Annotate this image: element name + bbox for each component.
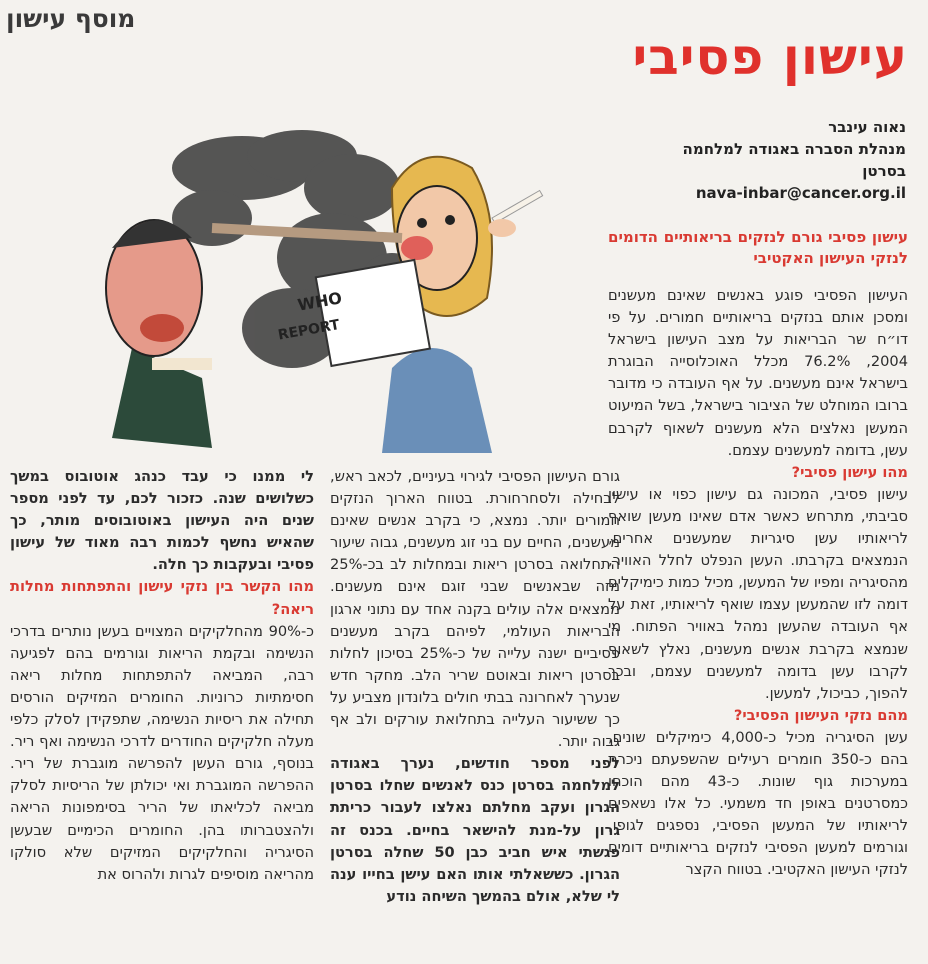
article-title: עישון פסיבי bbox=[632, 28, 908, 86]
paragraph-bold: לי ממנו כי עבד כנהג אוטובוס במשך כשלושים שנה. כזכור לכם, עד לפני מספר שנים היה העישון באוטובוסים מותר, כך שהאיש נחשף לכמות רבה מאוד של עישון פסיבי ובעקבות כך חלה. bbox=[10, 468, 314, 574]
section-header: מוסף עישון bbox=[6, 4, 136, 33]
cartoon-illustration bbox=[92, 128, 596, 453]
paragraph: עשן הסיגריה מכיל כ-4,000 כימיקלים שונים, בהם כ-350 חומרים רעילים שהשפעתם ניכרת במערכות גוף שונות. כ-43 מהם הוכחו כמסרטנים באופן חד משמעי. כל אלו נשאפים לריאותיו של המעשן הפסיבי, נספגים לגופו, וגורמים למעשן הפסיבי לנזקים בריאותיים דומים לנזקי העישון האקטיבי. בטווח הקצר bbox=[608, 728, 909, 879]
paragraph: עישון פסיבי, המכונה גם עישון כפוי או עישון סביבתי, מתרחש כאשר אדם שאינו מעשן שואף לריאותיו עשן סיגריות שמעשנים אחרים, הנמצאים בקרבתו. העשן הנפלט לחלל האוויר, מהסיגריה ומפיו של המעשן, מכיל כמות כימיקלים דומה לזו שהמעשן עצמו שואף לריאותיו, זאת על אף העובדה שהעשן נמהל באוויר הפתוח. מי שנמצא בקרבת אנשים מעשנים, נאלץ לשאוף לקרבו עשן בדומה למעשנים עצמם, ובכך להפוך, כביכול, למעשן. bbox=[608, 485, 908, 702]
paragraph: גורם העישון הפסיבי לגירוי בעיניים, לכאב ראש, לבחילה ולסחרחורת. בטווח הארוך הנזקים חמורים יותר. נמצא, כי בקרב אנשים שאינם מעשנים, החיים עם בני זוג מעשנים, גבוה שיעור התחלואה בסרטן ריאות ובמחלות לב בכ-25% מזה שבאנשים שבני זוגם אינם מעשנים. ממצאים אלה עולים בקנה אחד עם נתוני ארגון הבריאות העולמי, לפיהם בקרב מעשנים פסיביים ישנה עלייה של כ-25% בסיכון לחלות בסרטן ריאות ובאוטם שריר הלב. מחקר חדש שנערך לאחרונה בבתי חולים בלונדון מצביע על כך ששיעור העלייה בתחלואת עורקים ולב אף גבוה יותר. bbox=[330, 468, 620, 751]
man-figure bbox=[106, 220, 212, 448]
who-report-paper bbox=[316, 260, 430, 366]
poster-label: REPORT bbox=[276, 317, 341, 344]
author-role: מנהלת הסברה באגודה למלחמה bbox=[682, 140, 906, 158]
lead-subheading: עישון פסיבי גורם לנזקים בריאותיים הדומים לנזקי העישון האקטיבי bbox=[608, 228, 908, 267]
byline bbox=[606, 116, 906, 204]
author-email[interactable]: nava-inbar@cancer.org.il bbox=[695, 184, 906, 202]
subheading: מהו הקשר בין נזקי עישון והתפתחות מחלות ריאה? bbox=[10, 578, 314, 618]
article-column-middle bbox=[330, 466, 620, 908]
article-column-right bbox=[608, 227, 908, 882]
subheading: מהם נזקי העישון הפסיבי? bbox=[733, 706, 908, 724]
author-name: נאוה עינבר bbox=[828, 118, 906, 136]
paragraph-bold: לפני מספר חודשים, נערך באגודה למלחמה בסרטן כנס לאנשים שחלו בסרטן הגרון ועקב מחלתם נאלצו לעבור כריתת גרון על-מנת להישאר בחיים. בכנס זה פגשתי איש חביב כבן 50 שחלה בסרטן הגרון. כששאלתי אותו האם עישן בחייו ענה לי שלא, אולם בהמשך השיחה נודע bbox=[330, 755, 621, 905]
subheading: מהו עישון פסיבי? bbox=[791, 463, 908, 481]
paragraph: כ-90% מהחלקיקים המצויים בעשן נותרים בדרכי הנשימה ובקמת הריאות וגורמים בהם לפגיעה רבה, המביאה להתפתחות מחלות ריאה חסימתיות כרוניות. החומרים המזיקים הורסים תחילה את ריסיות הנשימה, שתפקידן לסלק כלפי מעלה חלקיקים החודרים לדרכי הנשימה ואף ריר. בנוסף, גורם העשן להפרשה מוגברת של ריר. ההפרשה המוגברת ואי יכולתן של הריסיות לסלק מביאה לכליאתו של הריר בסימפונות הריאה ולהצטברותו בהן. החומרים הכימיים שבעשן הסיגריה והחלקיקים המזיקים שלא סולקו מהריאה מוסיפים לגרות ולהרוס את bbox=[10, 622, 314, 883]
article-column-left bbox=[10, 466, 314, 886]
paragraph: העישון הפסיבי פוגע באנשים שאינם מעשנים ומסכן אותם בנזקים בריאותיים חמורים. על פי דו״ח שר הבריאות על מצב העישון בישראל 2004, 76.2% מכלל האוכלוסייה הבוגרת בישראל אינם מעשנים. על אף העובדה כי מדובר ברובו המוחלט של הציבור בישראל, בשל המיעוט המעשן נאלצים הלא מעשנים לשאוף לקרבם עשן, בדומה למעשנים עצמם. bbox=[608, 287, 908, 459]
author-role-cont: בסרטן bbox=[862, 162, 906, 180]
poster-label: WHO bbox=[296, 288, 344, 315]
